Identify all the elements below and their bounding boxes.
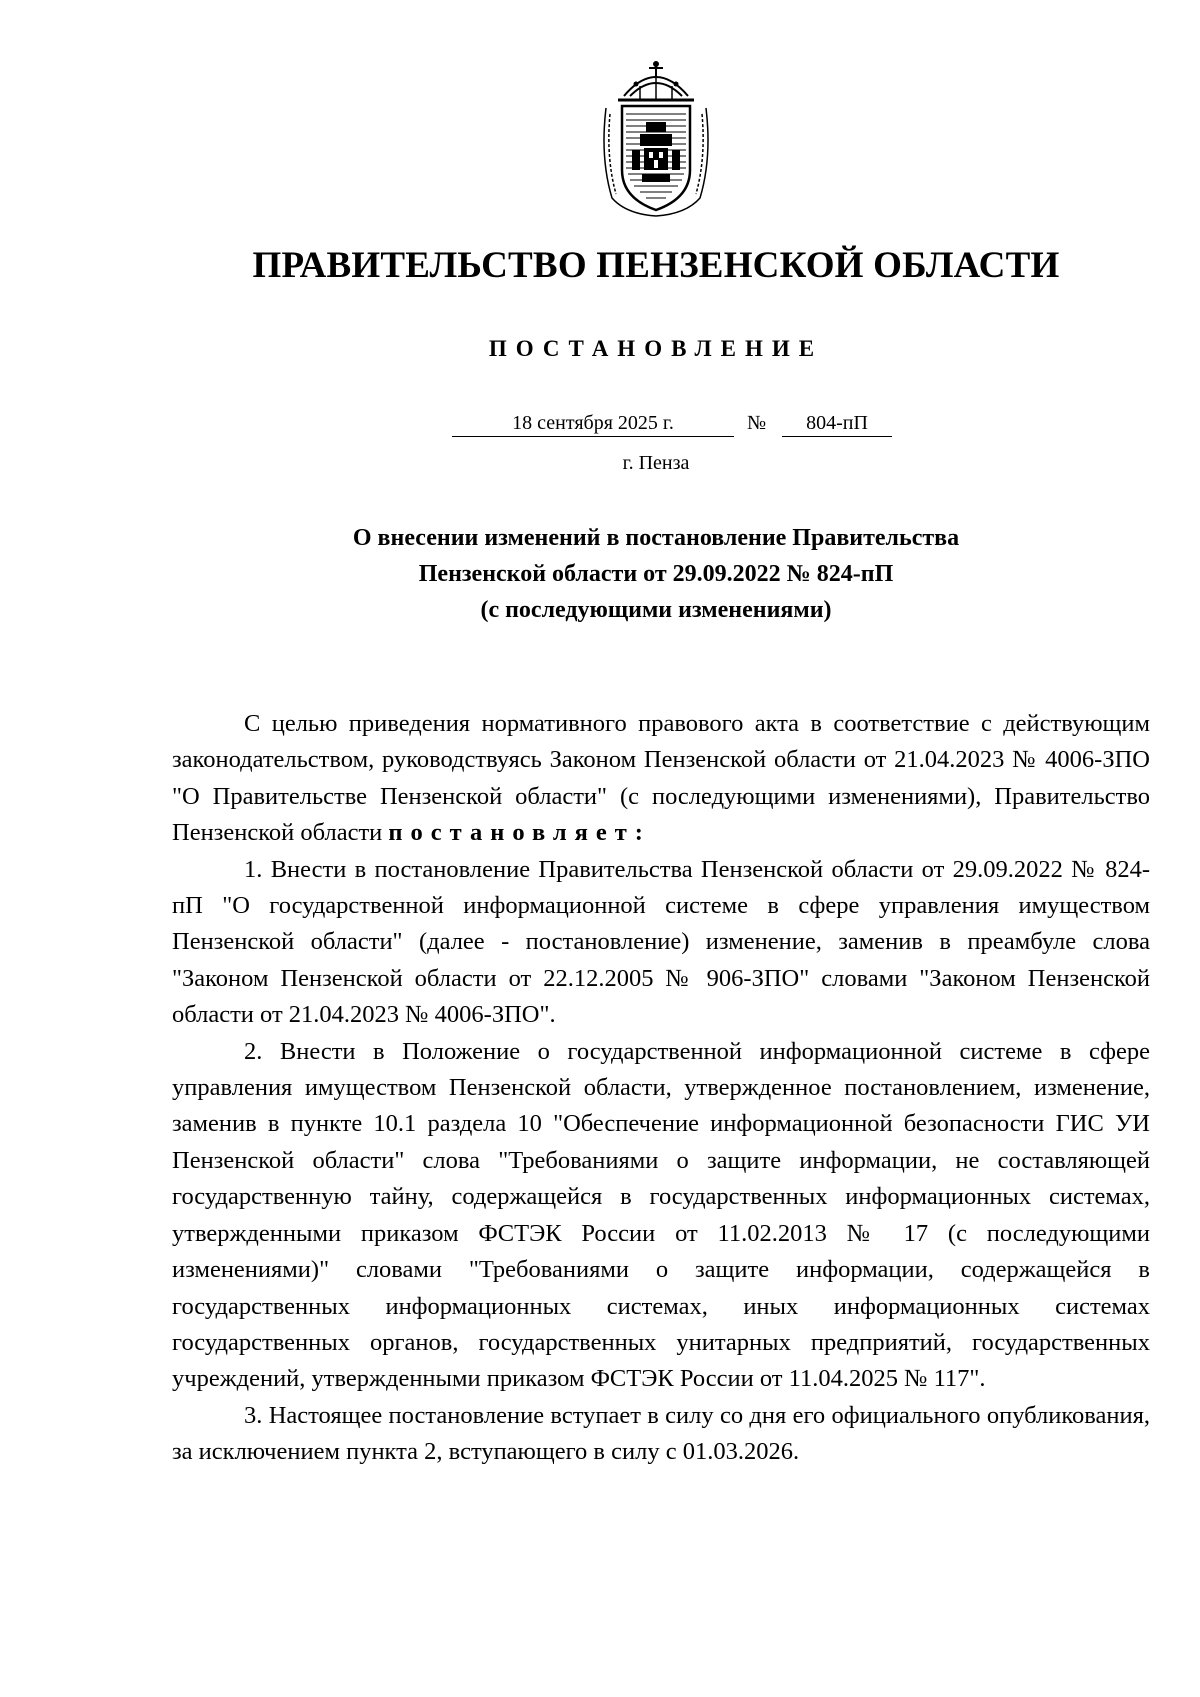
item-2-paragraph: 2. Внести в Положение о государственной информационной системе в сфере управления имуществом Пензенской области, утвержденное постановлением, изменение, заменив в пункте 10.1 раздела 10 "Обеспечение информационной безопасности ГИС УИ Пензенской области" слова "Требованиями о защите информации, не составляющей государственную тайну, содержащейся в государственных информационных системах, утвержденными приказом ФСТЭК России от 11.02.2013 № 17 (с последующими изменениями)" словами "Требованиями о защите информации, содержащейся в государственных информационных системах, иных информационных системах государственных органов, государственных унитарных предприятий, государственных учреждений, утвержденными приказом ФСТЭК России от 11.04.2025 № 117". xyxy=(172,1037,1150,1393)
city: г. Пенза xyxy=(622,452,690,474)
document-date: 18 сентября 2025 г. xyxy=(452,412,734,437)
item-3-paragraph: 3. Настоящее постановление вступает в силу со дня его официального опубликования, за исключением пункта 2, вступающего в силу с 01.03.2026. xyxy=(172,1401,1150,1466)
subject-line-2: Пензенской области от 29.09.2022 № 824-пП xyxy=(418,561,894,587)
document-body xyxy=(172,706,1150,1471)
penza-region-coat-of-arms-icon xyxy=(596,58,716,218)
decides-word: постановляет: xyxy=(388,819,651,847)
document-number: 804-пП xyxy=(782,412,892,437)
preamble-paragraph xyxy=(172,706,1150,852)
preamble-text: С целью приведения нормативного правового акта в соответствие с действующим законодательством, руководствуясь Законом Пензенской области от 21.04.2023 № 4006-ЗПО "О Правительстве Пензенской области" (с последующими изменениями), Правительство Пензенской области xyxy=(172,710,1150,847)
item-1-paragraph: 1. Внести в постановление Правительства Пензенской области от 29.09.2022 № 824-пП "О государственной информационной системе в сфере управления имуществом Пензенской области" (далее - постановление) изменение, заменив в преамбуле слова "Законом Пензенской области от 22.12.2005 № 906-ЗПО" словами "Законом Пензенской области от 21.04.2023 № 4006-ЗПО". xyxy=(172,855,1150,1029)
subject-line-1: О внесении изменений в постановление Правительства xyxy=(352,525,960,551)
document-date-number-line xyxy=(452,412,892,442)
government-title: ПРАВИТЕЛЬСТВО ПЕНЗЕНСКОЙ ОБЛАСТИ xyxy=(252,245,1060,286)
subject-line-3: (с последующими изменениями) xyxy=(480,597,832,623)
document-type: ПОСТАНОВЛЕНИЕ xyxy=(488,336,824,361)
document-subject xyxy=(0,520,1200,628)
number-sign: № xyxy=(747,412,767,434)
